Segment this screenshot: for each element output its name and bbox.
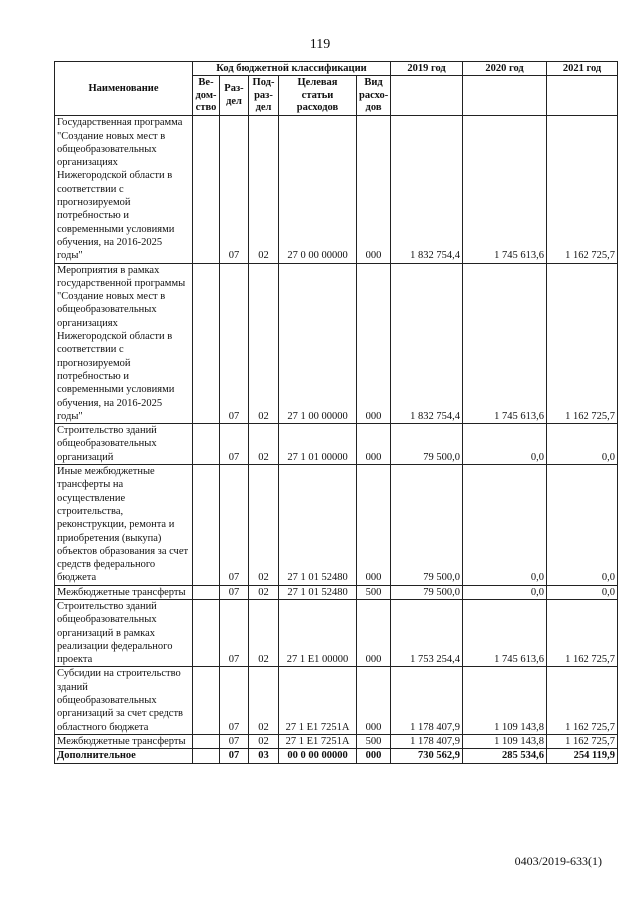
header-name: Наименование xyxy=(55,62,193,116)
row-target: 27 1 00 00000 xyxy=(279,263,357,424)
row-name: Мероприятия в рамках государственной программы "Создание новых мест в общеобразовательных организациях Нижегородской области в соответствии с прогнозируемой потребностью и современными условиями обучения, на 2016-2025 годы" xyxy=(55,263,193,424)
row-vid: 000 xyxy=(357,465,391,586)
row-name: Государственная программа "Создание новых мест в общеобразовательных организациях Нижегородской области в соответствии с прогнозируемой потребностью и современными условиями обучения, на 2016-2025 годы" xyxy=(55,116,193,263)
header-2019: 2019 год xyxy=(391,62,463,76)
row-razdel: 07 xyxy=(220,263,249,424)
row-ved xyxy=(193,599,220,666)
table-row xyxy=(55,116,618,263)
header-vedomstvo: Ве- дом- ство xyxy=(193,76,220,116)
row-ved xyxy=(193,585,220,599)
row-2020: 0,0 xyxy=(463,585,547,599)
row-podrazdel: 02 xyxy=(249,585,279,599)
row-podrazdel: 02 xyxy=(249,667,279,734)
row-2021: 1 162 725,7 xyxy=(547,599,618,666)
row-podrazdel: 02 xyxy=(249,734,279,748)
row-2019: 1 178 407,9 xyxy=(391,734,463,748)
row-target: 27 1 01 00000 xyxy=(279,424,357,465)
row-ved xyxy=(193,116,220,263)
row-2019: 79 500,0 xyxy=(391,585,463,599)
total-name: Дополнительное xyxy=(55,749,193,763)
row-2021: 0,0 xyxy=(547,465,618,586)
row-ved xyxy=(193,667,220,734)
row-name: Межбюджетные трансферты xyxy=(55,734,193,748)
page-number: 119 xyxy=(309,37,331,52)
total-row xyxy=(55,749,618,763)
row-target: 27 1 E1 7251A xyxy=(279,734,357,748)
header-target: Целевая статьи расходов xyxy=(279,76,357,116)
row-razdel: 07 xyxy=(220,585,249,599)
row-vid: 000 xyxy=(357,667,391,734)
row-target: 27 1 01 52480 xyxy=(279,585,357,599)
row-podrazdel: 02 xyxy=(249,465,279,586)
row-2020: 1 109 143,8 xyxy=(463,667,547,734)
row-2019: 1 832 754,4 xyxy=(391,263,463,424)
header-2020: 2020 год xyxy=(463,62,547,76)
table-row xyxy=(55,263,618,424)
row-ved xyxy=(193,465,220,586)
row-2021: 0,0 xyxy=(547,585,618,599)
row-2019: 79 500,0 xyxy=(391,424,463,465)
row-podrazdel: 02 xyxy=(249,263,279,424)
row-2020: 0,0 xyxy=(463,465,547,586)
row-name: Строительство зданий общеобразовательных организаций в рамках реализации федерального проекта xyxy=(55,599,193,666)
row-2021: 1 162 725,7 xyxy=(547,667,618,734)
row-razdel: 07 xyxy=(220,599,249,666)
row-2019: 1 178 407,9 xyxy=(391,667,463,734)
header-2019-empty xyxy=(391,76,463,116)
row-razdel: 07 xyxy=(220,667,249,734)
row-2020: 1 745 613,6 xyxy=(463,116,547,263)
header-2021: 2021 год xyxy=(547,62,618,76)
budget-table xyxy=(54,61,618,764)
row-2020: 1 745 613,6 xyxy=(463,599,547,666)
header-razdel: Раз- дел xyxy=(220,76,249,116)
row-2019: 79 500,0 xyxy=(391,465,463,586)
row-vid: 500 xyxy=(357,734,391,748)
row-target: 27 1 01 52480 xyxy=(279,465,357,586)
table-row xyxy=(55,667,618,734)
row-podrazdel: 02 xyxy=(249,116,279,263)
header-2021-empty xyxy=(547,76,618,116)
row-name: Субсидии на строительство зданий общеобразовательных организаций за счет средств областного бюджета xyxy=(55,667,193,734)
row-vid: 000 xyxy=(357,424,391,465)
row-target: 27 1 E1 00000 xyxy=(279,599,357,666)
row-name: Иные межбюджетные трансферты на осуществление строительства, реконструкции, ремонта и приобретения (выкупа) объектов образования за счет средств федерального бюджета xyxy=(55,465,193,586)
row-ved xyxy=(193,734,220,748)
total-2019: 730 562,9 xyxy=(391,749,463,763)
table-row xyxy=(55,585,618,599)
row-2021: 1 162 725,7 xyxy=(547,263,618,424)
total-target: 00 0 00 00000 xyxy=(279,749,357,763)
table-row xyxy=(55,424,618,465)
table-row xyxy=(55,734,618,748)
row-target: 27 0 00 00000 xyxy=(279,116,357,263)
row-razdel: 07 xyxy=(220,116,249,263)
row-2021: 1 162 725,7 xyxy=(547,116,618,263)
row-ved xyxy=(193,424,220,465)
row-vid: 500 xyxy=(357,585,391,599)
row-name: Межбюджетные трансферты xyxy=(55,585,193,599)
row-razdel: 07 xyxy=(220,424,249,465)
table-row xyxy=(55,599,618,666)
header-podrazdel: Под- раз- дел xyxy=(249,76,279,116)
total-2020: 285 534,6 xyxy=(463,749,547,763)
header-row-1 xyxy=(55,62,618,76)
row-razdel: 07 xyxy=(220,465,249,586)
row-ved xyxy=(193,263,220,424)
table-row xyxy=(55,465,618,586)
row-2020: 1 109 143,8 xyxy=(463,734,547,748)
header-code-group: Код бюджетной классификации xyxy=(193,62,391,76)
total-razdel: 07 xyxy=(220,749,249,763)
row-podrazdel: 02 xyxy=(249,599,279,666)
document-code: 0403/2019-633(1) xyxy=(514,854,602,868)
row-target: 27 1 E1 7251A xyxy=(279,667,357,734)
row-2020: 1 745 613,6 xyxy=(463,263,547,424)
row-vid: 000 xyxy=(357,116,391,263)
header-vid: Вид расхо- дов xyxy=(357,76,391,116)
row-name: Строительство зданий общеобразовательных организаций xyxy=(55,424,193,465)
row-2019: 1 832 754,4 xyxy=(391,116,463,263)
row-2021: 1 162 725,7 xyxy=(547,734,618,748)
row-podrazdel: 02 xyxy=(249,424,279,465)
row-vid: 000 xyxy=(357,599,391,666)
row-razdel: 07 xyxy=(220,734,249,748)
total-2021: 254 119,9 xyxy=(547,749,618,763)
total-ved xyxy=(193,749,220,763)
row-2020: 0,0 xyxy=(463,424,547,465)
header-2020-empty xyxy=(463,76,547,116)
row-vid: 000 xyxy=(357,263,391,424)
total-vid: 000 xyxy=(357,749,391,763)
row-2021: 0,0 xyxy=(547,424,618,465)
row-2019: 1 753 254,4 xyxy=(391,599,463,666)
total-podrazdel: 03 xyxy=(249,749,279,763)
